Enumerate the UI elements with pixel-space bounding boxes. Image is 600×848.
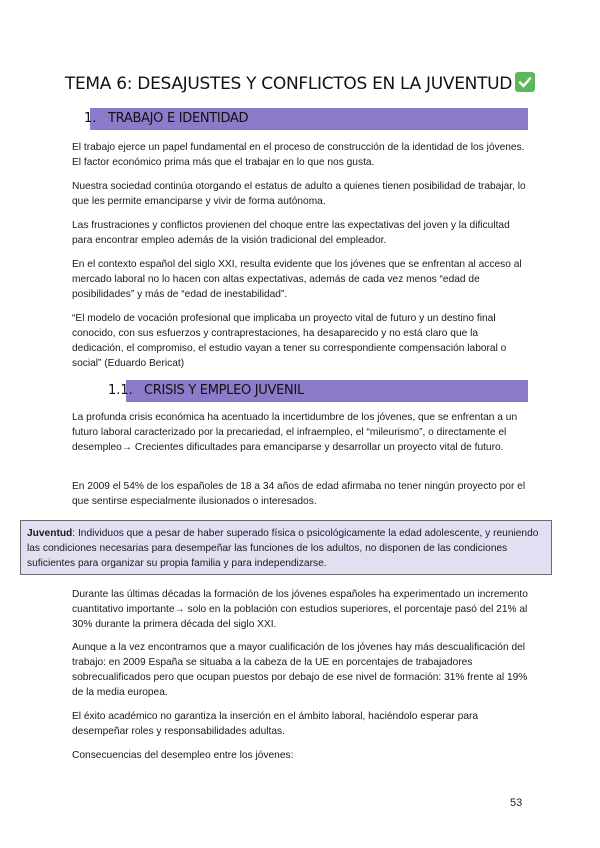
paragraph: El trabajo ejerce un papel fundamental en el proceso de construcción de la identidad de los jóvenes. El factor económico prima más que el trabajar en lo que nos gusta. — [72, 142, 525, 168]
section-title: TRABAJO E IDENTIDAD — [108, 111, 249, 126]
definition-text: : Individuos que a pesar de haber superado física o psicológicamente la edad adolescente, y reuniendo las condiciones necesarias para desempeñar las funciones de los adultos, no disponen de las condiciones suficientes para organizar su propia familia y para independizarse. — [27, 528, 539, 569]
section-number: 1. — [84, 111, 97, 126]
subsection-title: CRISIS Y EMPLEO JUVENIL — [144, 383, 304, 398]
paragraph: Nuestra sociedad continúa otorgando el estatus de adulto a quienes tienen posibilidad de trabajar, lo que les permite emanciparse y vivir de forma autónoma. — [72, 181, 526, 207]
page-title — [0, 72, 600, 94]
paragraph: Consecuencias del desempleo entre los jóvenes: — [72, 750, 294, 761]
definition-box — [20, 520, 552, 575]
paragraph: Durante las últimas décadas la formación de los jóvenes españoles ha experimentado un incremento cuantitativo importante→ solo en la población con estudios superiores, el porcentaje pasó del 21% al 30% durante la primera década del siglo XXI. — [72, 589, 528, 630]
page-title-text: TEMA 6: DESAJUSTES Y CONFLICTOS EN LA JUVENTUD — [64, 74, 513, 94]
paragraph: En el contexto español del siglo XXI, resulta evidente que los jóvenes que se enfrentan al acceso al mercado laboral no lo hacen con altas expectativas, además de cada vez menos “edad de posibilidades” y más de “edad de inestabilidad”. — [72, 259, 522, 300]
subsection-number: 1.1. — [108, 383, 133, 398]
paragraph: En 2009 el 54% de los españoles de 18 a 34 años de edad afirmaba no tener ningún proyecto por el que sentirse especialmente ilusionados o interesados. — [72, 481, 526, 507]
check-mark-icon — [515, 72, 535, 92]
paragraph: El éxito académico no garantiza la inserción en el ámbito laboral, haciéndolo esperar para desempeñar roles y responsabilidades adultas. — [72, 711, 479, 737]
paragraph: Las frustraciones y conflictos provienen del choque entre las expectativas del joven y la dificultad para encontrar empleo además de la visión tradicional del empleador. — [72, 220, 510, 246]
paragraph: Aunque a la vez encontramos que a mayor cualificación de los jóvenes hay más descualificación del trabajo: en 2009 España se situaba a la cabeza de la UE en porcentajes de trabajadores sobrecualificados pero que ocupan puestos por debajo de ese nivel de formación: 31% frente al 19% de la media europea. — [72, 642, 528, 698]
paragraph: La profunda crisis económica ha acentuado la incertidumbre de los jóvenes, que se enfrentan a un futuro laboral caracterizado por la precariedad, el infraempleo, el “mileurismo”, o directamente el desempleo→ Crecientes dificultades para emanciparse y desarrollar un proyecto vital de futuro. — [72, 412, 518, 453]
definition-term: Juventud — [27, 528, 73, 539]
quote-paragraph: “El modelo de vocación profesional que implicaba un proyecto vital de futuro y un destino final conocido, con sus esfuerzos y contraprestaciones, ha desaparecido y no está claro que la dedicación, el compromiso, el estudio vayan a tener su correspondiente compensación laboral o social” (Eduardo Bericat) — [72, 313, 507, 369]
page-number: 53 — [510, 797, 523, 809]
